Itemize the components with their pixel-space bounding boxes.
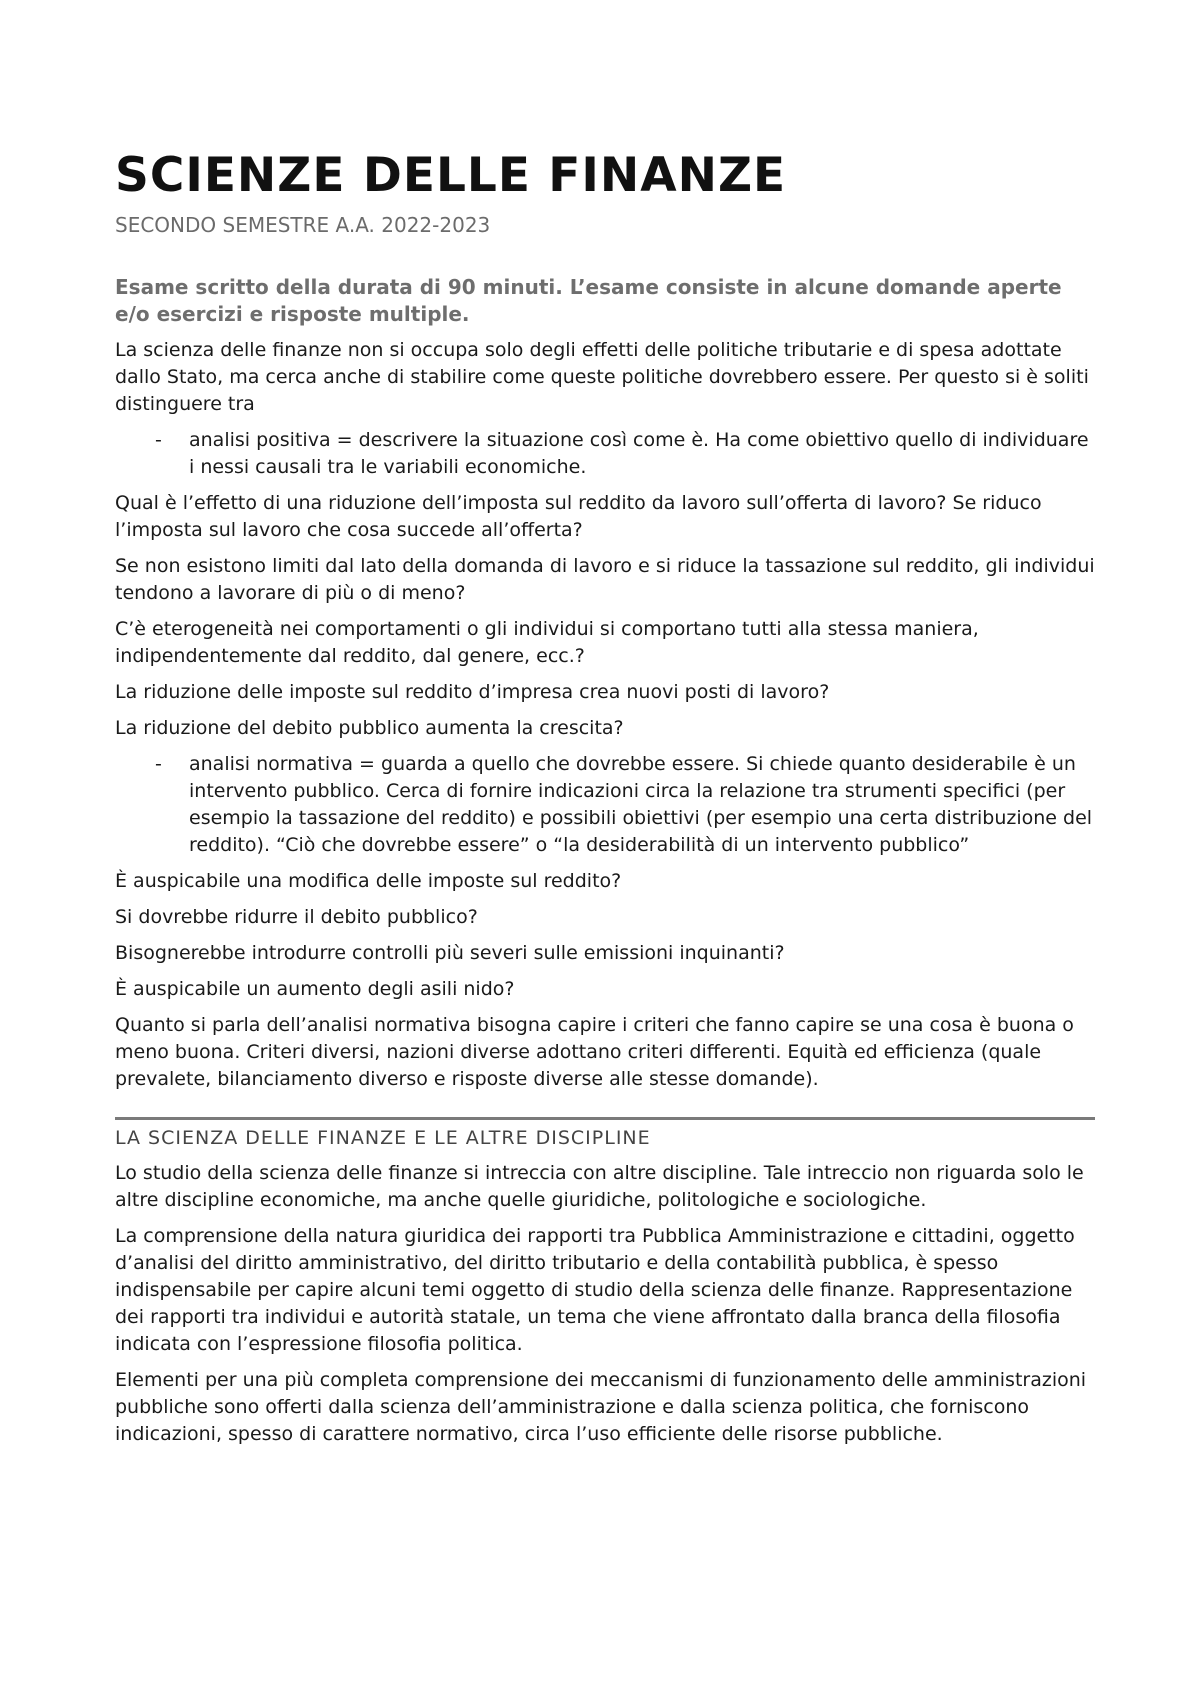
- dash-bullet: -: [155, 753, 162, 775]
- question-paragraph: Se non esistono limiti dal lato della domanda di lavoro e si riduce la tassazione sul reddito, gli individui tendono a lavorare di più o di meno?: [115, 555, 1095, 604]
- section-heading: LA SCIENZA DELLE FINANZE E LE ALTRE DISCIPLINE: [115, 1127, 651, 1149]
- question-paragraph: È auspicabile un aumento degli asili nido?: [115, 978, 515, 1000]
- question-paragraph: La riduzione del debito pubblico aumenta la crescita?: [115, 717, 624, 739]
- section-paragraph: La comprensione della natura giuridica dei rapporti tra Pubblica Amministrazione e cittadini, oggetto d’analisi del diritto amministrativo, del diritto tributario e della contabilità pubblica, è spesso indispensabile per capire alcuni temi oggetto di studio della scienza delle finanze. Rappresentazione dei rapporti tra individui e autorità statale, un tema che viene affrontato dalla branca della filosofia indicata con l’espressione filosofia politica.: [115, 1225, 1075, 1355]
- list-item: [115, 751, 1095, 859]
- list-item: [115, 427, 1095, 481]
- question-paragraph: C’è eterogeneità nei comportamenti o gli individui si comportano tutti alla stessa maniera, indipendentemente dal reddito, dal genere, ecc.?: [115, 618, 979, 667]
- question-paragraph: La riduzione delle imposte sul reddito d’impresa crea nuovi posti di lavoro?: [115, 681, 830, 703]
- criteria-paragraph: Quanto si parla dell’analisi normativa bisogna capire i criteri che fanno capire se una cosa è buona o meno buona. Criteri diversi, nazioni diverse adottano criteri differenti. Equità ed efficienza (quale prevalete, bilanciamento diverso e risposte diverse alle stesse domande).: [115, 1014, 1074, 1090]
- question-paragraph: Qual è l’effetto di una riduzione dell’imposta sul reddito da lavoro sull’offerta di lavoro? Se riduco l’imposta sul lavoro che cosa succede all’offerta?: [115, 492, 1042, 541]
- question-paragraph: Si dovrebbe ridurre il debito pubblico?: [115, 906, 478, 928]
- normative-analysis-text: analisi normativa = guarda a quello che dovrebbe essere. Si chiede quanto desiderabile è un intervento pubblico. Cerca di fornire indicazioni circa la relazione tra strumenti specifici (per esempio la tassazione del reddito) e possibili obiettivi (per esempio una certa distribuzione del reddito). “Ciò che dovrebbe essere” o “la desiderabilità di un intervento pubblico”: [189, 753, 1093, 856]
- question-paragraph: È auspicabile una modifica delle imposte sul reddito?: [115, 870, 622, 892]
- positive-analysis-list: [115, 427, 1095, 481]
- document-title: SCIENZE DELLE FINANZE: [115, 148, 787, 203]
- dash-bullet: -: [155, 429, 162, 451]
- exam-note: Esame scritto della durata di 90 minuti. L’esame consiste in alcune domande aperte e/o esercizi e risposte multiple.: [115, 275, 1062, 326]
- normative-analysis-list: [115, 751, 1095, 859]
- positive-analysis-text: analisi positiva = descrivere la situazione così come è. Ha come obiettivo quello di individuare i nessi causali tra le variabili economiche.: [189, 429, 1089, 478]
- section-paragraph: Elementi per una più completa comprensione dei meccanismi di funzionamento delle amministrazioni pubbliche sono offerti dalla scienza dell’amministrazione e dalla scienza politica, che forniscono indicazioni, spesso di carattere normativo, circa l’uso efficiente delle risorse pubbliche.: [115, 1369, 1087, 1445]
- document-page: [115, 148, 1095, 1448]
- document-subtitle: SECONDO SEMESTRE A.A. 2022-2023: [115, 213, 491, 237]
- intro-paragraph: La scienza delle finanze non si occupa solo degli effetti delle politiche tributarie e di spesa adottate dallo Stato, ma cerca anche di stabilire come queste politiche dovrebbero essere. Per questo si è soliti distinguere tra: [115, 339, 1089, 415]
- section-paragraph: Lo studio della scienza delle finanze si intreccia con altre discipline. Tale intreccio non riguarda solo le altre discipline economiche, ma anche quelle giuridiche, politologiche e sociologiche.: [115, 1162, 1084, 1211]
- section-divider: [115, 1117, 1095, 1120]
- question-paragraph: Bisognerebbe introdurre controlli più severi sulle emissioni inquinanti?: [115, 942, 785, 964]
